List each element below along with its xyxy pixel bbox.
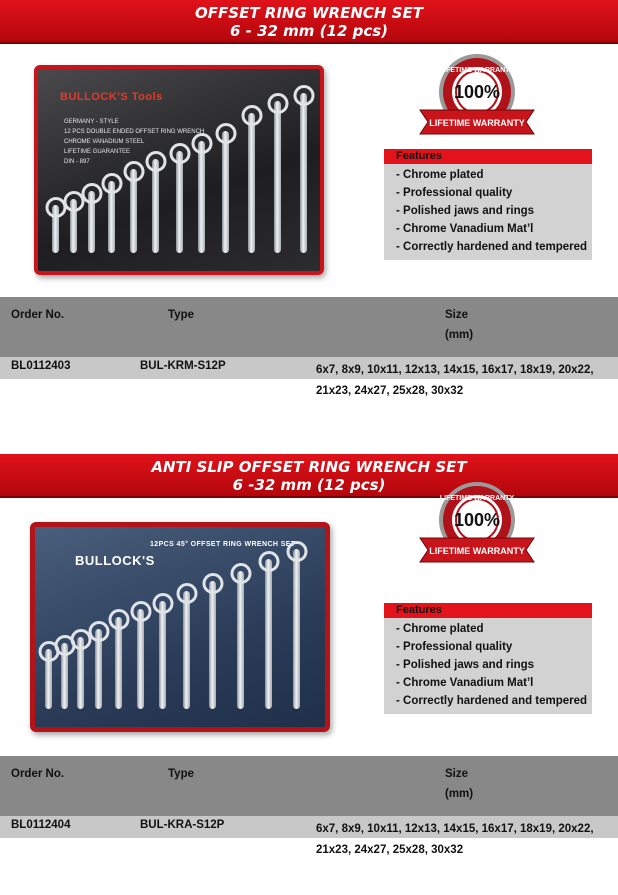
wrench-icon [115,617,122,709]
product-photo [34,65,324,275]
pouch-brand: BULLOCK'S Tools [60,91,163,103]
wrench-icon [45,649,52,709]
size-list: 6x7, 8x9, 10x11, 12x13, 14x15, 16x17, 18x19, 20x22, 21x23, 24x27, 25x28, 30x32 [316,823,594,856]
lifetime-warranty-seal [418,480,536,580]
header-order-no: Order No. [11,768,65,780]
header-size: Size [445,309,469,321]
pouch-brand: BULLOCK'S [75,553,155,568]
pouch-line: 12 PCS DOUBLE ENDED OFFSET RING WRENCH [64,129,205,135]
order-table-header [0,297,618,357]
product-subtitle: 6 -32 mm (12 pcs) [232,476,386,494]
product-type: BUL-KRA-S12P [140,819,225,831]
features-heading: Features [384,603,592,618]
features-list [384,164,592,260]
feature-item: - Polished jaws and rings [396,205,535,217]
product-section-anti-slip-offset-ring-wrench [0,454,618,895]
header-order-no: Order No. [11,309,65,321]
order-table-header [0,756,618,816]
seal-ribbon-text: LIFETIME WARRANTY [429,118,525,128]
feature-item: - Chrome plated [396,623,484,635]
wrench-icon [70,199,77,253]
seal-top-text: LIFETIME WARRANTY [439,495,515,502]
wrench-icon [237,571,244,709]
product-title: OFFSET RING WRENCH SET [195,4,423,22]
table-row [0,357,618,397]
seal-value: 100% [453,510,501,530]
pouch-line: CHROME VANADIUM STEEL [64,139,145,145]
product-photo [30,522,330,732]
seal-top-text: LIFETIME WARRANTY [439,67,515,74]
wrench-icon [209,581,216,709]
feature-item: - Professional quality [396,641,513,653]
wrench-icon [52,205,59,253]
wrench-icon [265,559,272,709]
wrench-icon [183,591,190,709]
product-title: ANTI SLIP OFFSET RING WRENCH SET [151,458,467,476]
seal-value: 100% [453,82,501,102]
table-row [0,816,618,856]
wrench-icon [77,637,84,709]
pouch-line: DIN - 897 [64,159,90,165]
lifetime-warranty-seal [418,52,536,152]
wrench-icon [274,101,281,253]
wrench-icon [198,141,205,253]
wrench-pouch [30,522,330,732]
wrench-icon [176,151,183,253]
wrench-icon [137,609,144,709]
product-subtitle: 6 - 32 mm (12 pcs) [229,22,389,40]
feature-item: - Correctly hardened and tempered [396,695,588,707]
size-list: 6x7, 8x9, 10x11, 12x13, 14x15, 16x17, 18x19, 20x22, 21x23, 24x27, 25x28, 30x32 [316,364,594,397]
wrench-icon [300,93,307,253]
wrench-icon [130,169,137,253]
pouch-line: GERMANY - STYLE [64,119,119,125]
wrench-icon [248,113,255,253]
features-box [384,603,592,714]
features-heading: Features [384,149,592,164]
header-size: Size [445,768,469,780]
pouch-caption: 12PCS 45° OFFSET RING WRENCH SET [150,541,296,548]
features-list [384,618,592,714]
feature-item: - Chrome plated [396,169,484,181]
product-banner [0,0,618,44]
header-size-unit: (mm) [445,788,474,800]
wrench-icon [95,629,102,709]
pouch-line: LIFETIME GUARANTEE [64,149,131,155]
product-section-offset-ring-wrench [0,0,618,440]
feature-item: - Chrome Vanadium Mat’l [396,223,534,235]
wrench-icon [88,191,95,253]
wrench-icon [159,601,166,709]
order-number: BL0112403 [11,360,71,372]
header-size-unit: (mm) [445,329,474,341]
feature-item: - Polished jaws and rings [396,659,535,671]
header-type: Type [168,768,194,780]
header-type: Type [168,309,194,321]
wrench-icon [222,131,229,253]
features-box [384,149,592,260]
wrench-icon [293,549,300,709]
wrench-icon [108,181,115,253]
wrench-pouch [34,65,324,275]
feature-item: - Professional quality [396,187,513,199]
wrench-icon [152,159,159,253]
feature-item: - Chrome Vanadium Mat’l [396,677,534,689]
feature-item: - Correctly hardened and tempered [396,241,588,253]
wrench-icon [61,643,68,709]
seal-ribbon-text: LIFETIME WARRANTY [429,546,525,556]
order-number: BL0112404 [11,819,71,831]
product-type: BUL-KRM-S12P [140,360,226,372]
